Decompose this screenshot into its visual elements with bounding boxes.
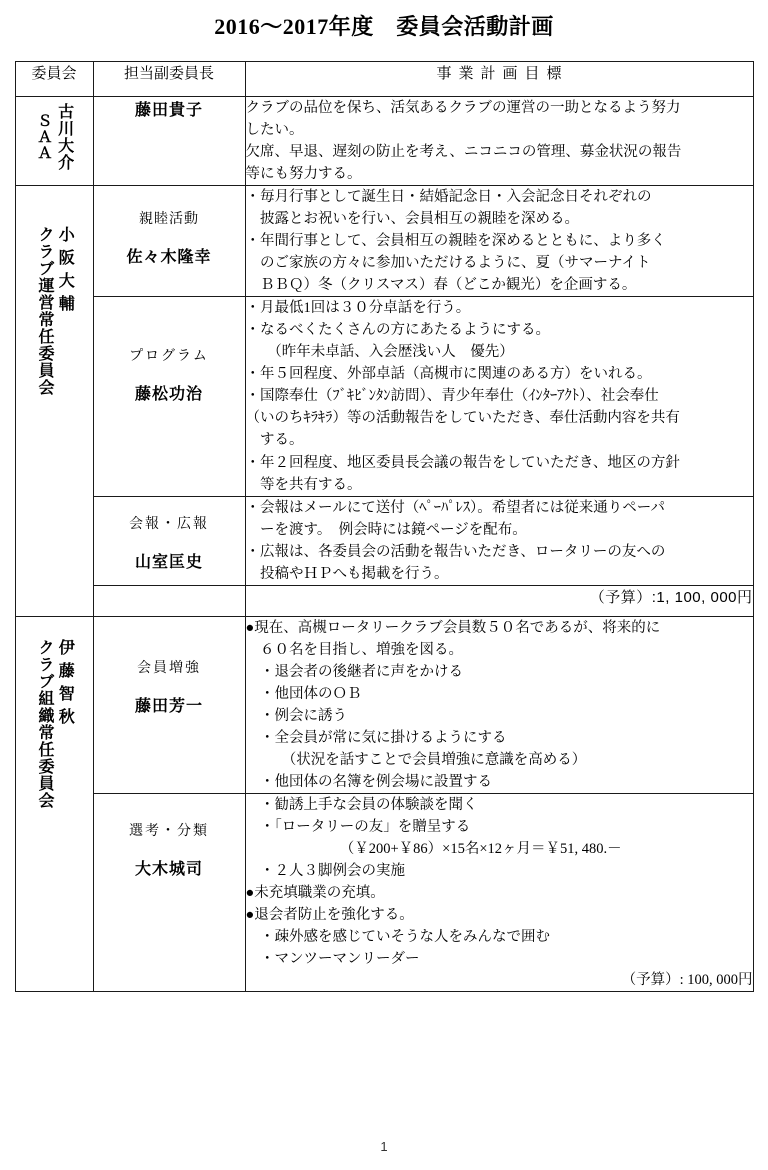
budget-row	[15, 585, 753, 616]
goal-cell	[245, 297, 753, 496]
vice-chair-cell	[93, 496, 245, 585]
goal-cell	[245, 97, 753, 186]
goal-line: ●現在、高槻ロータリークラブ会員数５０名であるが、将来的に	[245, 619, 661, 636]
goal-line: ・年２回程度、地区委員長会議の報告をしていただき、地区の方針	[245, 454, 680, 471]
vice-chair-person: 山室匡史	[134, 553, 203, 571]
table-header-row	[15, 62, 753, 97]
vice-chair-person: 大木城司	[134, 860, 203, 878]
goal-line: ・マンツーマンリーダー	[245, 951, 420, 968]
goal-line: ・会報はメールにて送付（ﾍﾟｰﾊﾟﾚｽ）。希望者には従来通りペーパ	[245, 499, 665, 516]
page-number: 1	[380, 1139, 388, 1154]
goal-line: ・国際奉仕（ﾌﾞｷﾋﾞﾝﾀﾝ訪問）、青少年奉仕（ｲﾝﾀｰｱｸﾄ）、社会奉仕	[245, 388, 659, 405]
goal-line: する。	[245, 432, 304, 449]
goal-line: ６０名を目指し、増強を図る。	[245, 641, 463, 658]
goal-line: ●退会者防止を強化する。	[245, 907, 414, 924]
committee-chair-name: 小阪大輔	[56, 226, 74, 319]
header-committee: 委員会	[15, 62, 93, 97]
goal-line: クラブの品位を保ち、活気あるクラブの運営の一助となるよう努力	[245, 100, 681, 116]
goal-line: ーを渡す。 例会時には鏡ページを配布。	[245, 521, 527, 538]
committee-name: クラブ運営常任委員会	[36, 226, 53, 397]
table-row	[15, 186, 753, 297]
goal-cell	[245, 496, 753, 585]
vice-chair-cell	[93, 616, 245, 793]
table-row	[15, 616, 753, 793]
goal-line: （状況を話すことで会員増強に意識を高める）	[245, 751, 587, 768]
committee-name: ＳＡＡ	[35, 113, 53, 161]
goal-line: ・年５回程度、外部卓話（高槻市に関連のある方）をいれる。	[245, 366, 652, 383]
vice-chair-cell	[93, 793, 245, 991]
page-title: 2016～2017年度 委員会活動計画	[214, 14, 554, 39]
goal-line: 投稿やＨＰへも掲載を行う。	[245, 565, 449, 582]
budget-value-inline: （予算）: 100, 000円	[621, 972, 753, 989]
table-row	[15, 793, 753, 991]
goal-line: （いのちｷﾗｷﾗ）等の活動報告をしていただき、奉仕活動内容を共有	[245, 410, 680, 427]
vice-chair-cell	[93, 186, 245, 297]
table-row	[15, 496, 753, 585]
goal-line: ・月最低1回は３０分卓話を行う。	[245, 300, 471, 317]
goal-cell	[245, 793, 753, 991]
goal-line: ・全会員が常に気に掛けるようにする	[245, 729, 507, 746]
goal-cell	[245, 186, 753, 297]
vice-chair-role: 選考・分類	[129, 823, 209, 839]
vice-chair-role: 会員増強	[137, 660, 201, 676]
goal-line: 等にも努力する。	[245, 166, 362, 183]
goal-line: ・「ロータリーの友」を贈呈する	[245, 818, 471, 835]
goal-line: （昨年未卓話、入会歴浅い人 優先）	[245, 344, 514, 361]
vice-chair-role: 会報・広報	[129, 516, 209, 532]
goal-line: ・なるべくたくさんの方にあたるようにする。	[245, 322, 550, 339]
budget-value: （予算）:1, 100, 000円	[245, 585, 753, 616]
table-row	[15, 97, 753, 186]
committee-cell-club-management	[15, 186, 93, 617]
goal-line: （￥200+￥86）×15名×12ヶ月＝￥51, 480.－	[245, 841, 622, 857]
committee-cell-saa	[15, 97, 93, 186]
goal-line: 等を共有する。	[245, 476, 362, 493]
goal-line: ・広報は、各委員会の活動を報告いただき、ロータリーの友への	[245, 543, 666, 560]
goal-line: ●未充填職業の充填。	[245, 885, 385, 902]
goal-line: ・２人３脚例会の実施	[245, 863, 405, 880]
goal-line: ・年間行事として、会員相互の親睦を深めるとともに、より多く	[245, 233, 666, 250]
committee-chair-name: 伊藤智秋	[56, 638, 74, 731]
goal-line: ・退会者の後継者に声をかける	[245, 663, 463, 680]
goal-cell	[245, 616, 753, 793]
vice-chair-person: 藤松功治	[134, 386, 203, 404]
header-goal: 事業計画目標	[245, 62, 753, 97]
vice-chair-role: プログラム	[129, 349, 209, 365]
goal-line: ・勧誘上手な会員の体験談を聞く	[245, 796, 478, 813]
committee-activity-plan-table	[15, 61, 754, 992]
goal-line: ＢＢＱ）冬（クリスマス）春（どこか観光）を企画する。	[245, 277, 637, 294]
header-vice-chair: 担当副委員長	[93, 62, 245, 97]
vice-chair-person: 佐々木隆幸	[126, 249, 212, 267]
goal-line: ・他団体の名簿を例会場に設置する	[245, 773, 492, 790]
goal-line: のご家族の方々に参加いただけるように、夏（サマーナイト	[245, 255, 651, 272]
vice-chair-role: 親睦活動	[139, 212, 199, 228]
committee-cell-club-organization	[15, 616, 93, 992]
goal-line: ・疎外感を感じていそうな人をみんなで囲む	[245, 929, 550, 946]
goal-line: 欠席、早退、遅刻の防止を考え、ニコニコの管理、募金状況の報告	[245, 144, 682, 161]
vice-chair-person: 藤田芳一	[134, 697, 203, 715]
goal-line: したい。	[245, 122, 304, 139]
vice-chair-cell	[93, 297, 245, 496]
goal-line: ・例会に誘う	[245, 707, 347, 724]
table-row	[15, 297, 753, 496]
goal-line: ・他団体のＯＢ	[245, 685, 362, 702]
vice-chair-person: 藤田貴子	[134, 102, 203, 119]
vice-chair-cell	[93, 97, 245, 186]
goal-line: 披露とお祝いを行い、会員相互の親睦を深める。	[245, 211, 579, 228]
budget-spacer	[93, 585, 245, 616]
committee-chair-name: 古川大介	[55, 103, 73, 171]
goal-line: ・毎月行事として誕生日・結婚記念日・入会記念日それぞれの	[245, 189, 652, 206]
committee-name: クラブ組織常任委員会	[36, 638, 53, 809]
